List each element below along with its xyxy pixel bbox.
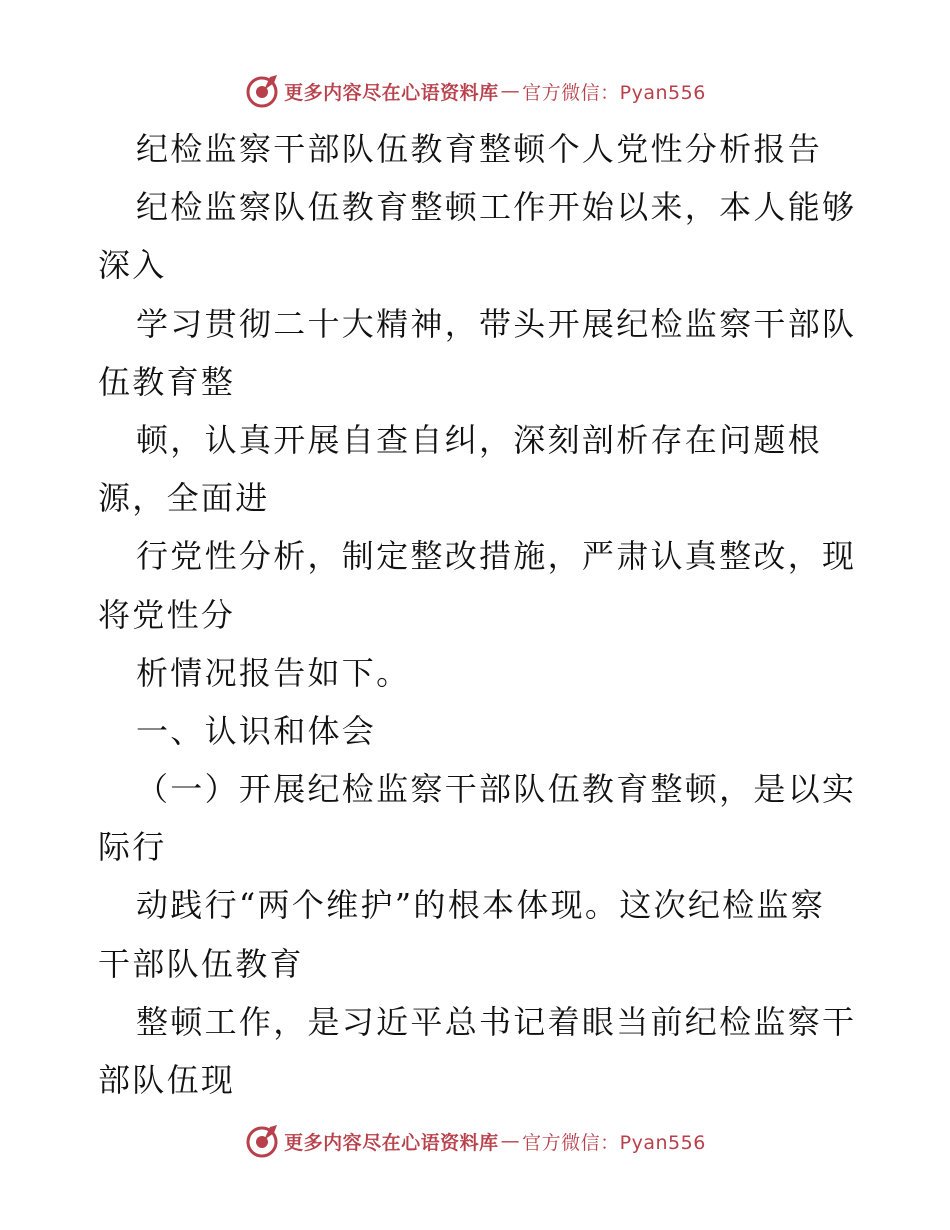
- banner-wechat-text: 官方微信：Pyan556: [522, 1131, 706, 1154]
- body-line: 纪检监察队伍教育整顿工作开始以来，本人能够: [136, 188, 857, 227]
- body-line: 行党性分析，制定整改措施，严肃认真整改，现: [136, 537, 857, 576]
- subsection-heading: （一）开展纪检监察干部队伍教育整顿，是以实: [136, 770, 857, 809]
- body-line: 伍教育整: [98, 362, 236, 401]
- header-watermark-banner: [0, 71, 950, 111]
- banner-separator: —: [500, 80, 521, 102]
- banner-main-text: 更多内容尽在心语资料库: [284, 81, 499, 104]
- body-line: 干部队伍教育: [98, 944, 304, 983]
- banner-separator: —: [500, 1130, 521, 1152]
- banner-main-text: 更多内容尽在心语资料库: [284, 1131, 499, 1154]
- banner-wechat-text: 官方微信：Pyan556: [522, 81, 706, 104]
- ink-brush-logo-icon: [244, 1123, 280, 1159]
- body-line: 析情况报告如下。: [136, 653, 411, 692]
- body-line: 部队伍现: [98, 1061, 236, 1099]
- body-line: 源，全面进: [98, 479, 270, 518]
- body-line: 学习贯彻二十大精神，带头开展纪检监察干部队: [136, 304, 857, 343]
- section-heading: 一、认识和体会: [136, 711, 377, 750]
- body-line: 顿，认真开展自查自纠，深刻剖析存在问题根: [136, 420, 823, 459]
- body-line: 整顿工作，是习近平总书记着眼当前纪检监察干: [136, 1002, 857, 1041]
- footer-watermark-banner: [0, 1121, 950, 1161]
- document-body: [98, 120, 858, 1109]
- body-line: 动践行“两个维护”的根本体现。这次纪检监察: [136, 886, 826, 925]
- body-line: 将党性分: [98, 595, 236, 634]
- body-line: 深入: [98, 246, 167, 285]
- ink-brush-logo-icon: [244, 73, 280, 109]
- document-title: 纪检监察干部队伍教育整顿个人党性分析报告: [136, 130, 823, 168]
- body-line: 际行: [98, 828, 167, 867]
